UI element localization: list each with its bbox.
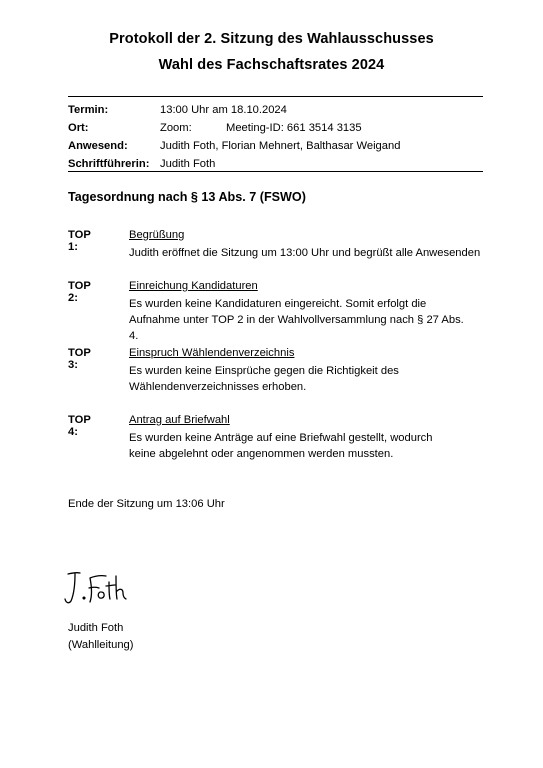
- ort-value: Zoom:: [160, 122, 192, 134]
- top-divider: [68, 96, 483, 97]
- agenda-item-subject: Einspruch Wählendenverzeichnis: [129, 347, 295, 359]
- signer-role: (Wahlleitung): [68, 639, 134, 651]
- agenda-item-number: TOP 1:: [68, 229, 91, 253]
- document-subtitle: Wahl des Fachschaftsrates 2024: [158, 57, 385, 73]
- agenda-item-text: Es wurden keine Anträge auf eine Briefwahl gestellt, wodurch keine abgelehnt oder angenommen werden mussten.: [129, 432, 433, 460]
- agenda-item-text: Judith eröffnet die Sitzung um 13:00 Uhr und begrüßt alle Anwesenden: [129, 247, 481, 259]
- termin-label: Termin:: [68, 104, 109, 116]
- handwritten-signature: [62, 566, 158, 608]
- agenda-item-number: TOP 3:: [68, 347, 91, 371]
- termin-value: 13:00 Uhr am 18.10.2024: [160, 104, 287, 116]
- agenda-heading: Tagesordnung nach § 13 Abs. 7 (FSWO): [68, 190, 306, 204]
- meta-divider: [68, 171, 483, 172]
- end-of-meeting: Ende der Sitzung um 13:06 Uhr: [68, 498, 225, 510]
- agenda-item-number: TOP 2:: [68, 280, 91, 304]
- agenda-item-subject: Einreichung Kandidaturen: [129, 280, 258, 292]
- agenda-item-number: TOP 4:: [68, 414, 91, 438]
- document-title: Protokoll der 2. Sitzung des Wahlausschusses: [109, 31, 434, 47]
- ort-label: Ort:: [68, 122, 89, 134]
- agenda-item-subject: Begrüßung: [129, 229, 185, 241]
- ort-meeting-id: Meeting-ID: 661 3514 3135: [226, 122, 362, 134]
- schriftfuehrerin-value: Judith Foth: [160, 158, 216, 170]
- schriftfuehrerin-label: Schriftführerin:: [68, 158, 150, 170]
- agenda-item-text: Es wurden keine Kandidaturen eingereicht. Somit erfolgt die Aufnahme unter TOP 2 in der Wahlvollversammlung nach § 27 Abs. 4.: [129, 298, 464, 342]
- agenda-item-text: Es wurden keine Einsprüche gegen die Richtigkeit des Wählendenverzeichnisses erhoben.: [129, 365, 399, 393]
- signer-name: Judith Foth: [68, 622, 124, 634]
- anwesend-label: Anwesend:: [68, 140, 128, 152]
- signer-block: [68, 620, 134, 654]
- agenda-item-subject: Antrag auf Briefwahl: [129, 414, 230, 426]
- anwesend-value: Judith Foth, Florian Mehnert, Balthasar Weigand: [160, 140, 401, 152]
